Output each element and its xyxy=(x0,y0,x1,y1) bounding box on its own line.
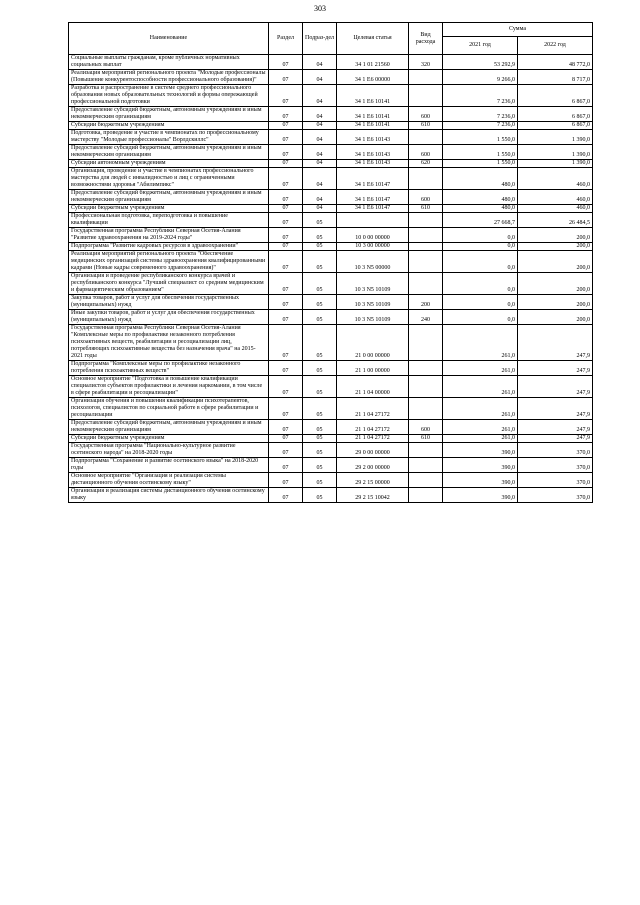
row-name: Реализация мероприятий регионального проекта "Молодые профессионалы (Повышение конкурентоспособности профессионального образования)" xyxy=(69,70,269,85)
row-name: Подпрограмма "Комплексные меры по профилактике незаконного потребления психоактивных веществ" xyxy=(69,361,269,376)
table-body xyxy=(69,55,593,503)
row-expense-type xyxy=(409,70,443,85)
row-expense-type xyxy=(409,398,443,420)
row-sum-2021: 480,0 xyxy=(443,190,518,205)
row-sum-2021: 390,0 xyxy=(443,458,518,473)
row-subsection: 05 xyxy=(303,398,337,420)
row-target: 21 1 00 00000 xyxy=(337,361,409,376)
table-row xyxy=(69,122,593,130)
row-name: Реализация мероприятий регионального проекта "Обеспечение медицинских организаций системы здравоохранения квалифицированными кадрами (Новые кадры современного здравоохранения)" xyxy=(69,251,269,273)
header-year-2022: 2022 год xyxy=(518,37,593,55)
row-subsection: 05 xyxy=(303,273,337,295)
row-name: Предоставление субсидий бюджетным, автономным учреждениям и иным некоммерческим организациям xyxy=(69,145,269,160)
row-sum-2021: 0,0 xyxy=(443,251,518,273)
table-row xyxy=(69,213,593,228)
row-target xyxy=(337,213,409,228)
table-row xyxy=(69,70,593,85)
row-expense-type xyxy=(409,251,443,273)
row-name: Субсидии бюджетным учреждениям xyxy=(69,205,269,213)
table-row xyxy=(69,361,593,376)
table-row xyxy=(69,310,593,325)
row-subsection: 05 xyxy=(303,473,337,488)
row-subsection: 05 xyxy=(303,435,337,443)
header-sum: Сумма xyxy=(443,23,593,37)
row-sum-2022: 247,9 xyxy=(518,435,593,443)
row-section: 07 xyxy=(269,443,303,458)
row-sum-2022: 48 772,0 xyxy=(518,55,593,70)
row-subsection: 04 xyxy=(303,122,337,130)
row-target: 10 3 N5 10109 xyxy=(337,273,409,295)
row-expense-type xyxy=(409,376,443,398)
row-target: 29 2 00 00000 xyxy=(337,458,409,473)
row-sum-2021: 480,0 xyxy=(443,168,518,190)
table-row xyxy=(69,376,593,398)
row-section: 07 xyxy=(269,325,303,361)
row-section: 07 xyxy=(269,122,303,130)
row-sum-2022: 460,0 xyxy=(518,190,593,205)
row-sum-2021: 0,0 xyxy=(443,273,518,295)
row-sum-2021: 0,0 xyxy=(443,310,518,325)
row-name: Государственная программа Республики Северная Осетия-Алания "Комплексные меры по профилактике незаконного потребления психоактивных веществ, реабилитации и ресоциализации лиц, потребляющих психоактивные вещества без назначения врача" на 2015-2021 годы xyxy=(69,325,269,361)
row-section: 07 xyxy=(269,190,303,205)
row-target: 21 1 04 27172 xyxy=(337,398,409,420)
row-target: 34 1 Е6 10141 xyxy=(337,122,409,130)
row-name: Предоставление субсидий бюджетным, автономным учреждениям и иным некоммерческим организациям xyxy=(69,420,269,435)
table-row xyxy=(69,458,593,473)
row-sum-2022: 247,9 xyxy=(518,376,593,398)
row-expense-type: 240 xyxy=(409,310,443,325)
row-name: Основное мероприятие "Организация и реализация системы дистанционного обучения осетинскому языку" xyxy=(69,473,269,488)
row-sum-2022: 200,0 xyxy=(518,273,593,295)
row-target: 34 1 Е6 10143 xyxy=(337,160,409,168)
row-sum-2022: 370,0 xyxy=(518,458,593,473)
row-sum-2021: 0,0 xyxy=(443,228,518,243)
page-number: 303 xyxy=(314,4,326,13)
row-target: 10 0 00 00000 xyxy=(337,228,409,243)
row-name: Профессиональная подготовка, переподготовка и повышение квалификации xyxy=(69,213,269,228)
header-year-2021: 2021 год xyxy=(443,37,518,55)
row-name: Организация и реализация системы дистанционного обучения осетинскому языку xyxy=(69,488,269,503)
row-name: Подготовка, проведение и участие в чемпионатах по профессиональному мастерству "Молодые профессионалы" Ворлдскиллс" xyxy=(69,130,269,145)
table-row xyxy=(69,160,593,168)
row-expense-type: 600 xyxy=(409,145,443,160)
row-expense-type xyxy=(409,488,443,503)
row-section: 07 xyxy=(269,458,303,473)
row-section: 07 xyxy=(269,145,303,160)
table-row xyxy=(69,130,593,145)
table-row xyxy=(69,243,593,251)
row-sum-2021: 261,0 xyxy=(443,361,518,376)
header-expense-type: Вид расхода xyxy=(409,23,443,55)
row-sum-2022: 1 390,0 xyxy=(518,160,593,168)
row-sum-2021: 0,0 xyxy=(443,243,518,251)
table-row xyxy=(69,251,593,273)
row-section: 07 xyxy=(269,473,303,488)
row-target: 34 1 Е6 10147 xyxy=(337,190,409,205)
table-row xyxy=(69,443,593,458)
row-expense-type xyxy=(409,443,443,458)
row-sum-2021: 9 266,0 xyxy=(443,70,518,85)
row-section: 07 xyxy=(269,70,303,85)
row-sum-2021: 261,0 xyxy=(443,435,518,443)
table-row xyxy=(69,205,593,213)
row-target: 34 1 Е6 10147 xyxy=(337,205,409,213)
row-sum-2021: 261,0 xyxy=(443,398,518,420)
row-section: 07 xyxy=(269,55,303,70)
row-subsection: 04 xyxy=(303,160,337,168)
row-name: Предоставление субсидий бюджетным, автономным учреждениям и иным некоммерческим организациям xyxy=(69,190,269,205)
row-sum-2022: 370,0 xyxy=(518,488,593,503)
row-expense-type xyxy=(409,168,443,190)
row-sum-2022: 6 867,0 xyxy=(518,85,593,107)
row-name: Предоставление субсидий бюджетным, автономным учреждениям и иным некоммерческим организациям xyxy=(69,107,269,122)
row-subsection: 05 xyxy=(303,251,337,273)
row-subsection: 04 xyxy=(303,168,337,190)
row-target: 34 1 Е6 10143 xyxy=(337,145,409,160)
row-name: Субсидии бюджетным учреждениям xyxy=(69,122,269,130)
row-section: 07 xyxy=(269,205,303,213)
row-sum-2021: 1 550,0 xyxy=(443,160,518,168)
row-section: 07 xyxy=(269,251,303,273)
row-sum-2021: 1 550,0 xyxy=(443,145,518,160)
row-sum-2022: 247,9 xyxy=(518,325,593,361)
row-subsection: 05 xyxy=(303,228,337,243)
row-name: Государственная программа Республики Северная Осетия-Алания "Развитие здравоохранения на 2019-2024 годы" xyxy=(69,228,269,243)
row-expense-type xyxy=(409,473,443,488)
row-subsection: 04 xyxy=(303,145,337,160)
row-target: 29 2 15 00000 xyxy=(337,473,409,488)
table-row xyxy=(69,190,593,205)
row-name: Подпрограмма "Сохранение и развитие осетинского языка" на 2018-2020 годы xyxy=(69,458,269,473)
row-section: 07 xyxy=(269,488,303,503)
row-sum-2021: 390,0 xyxy=(443,443,518,458)
row-target: 10 3 N5 10109 xyxy=(337,295,409,310)
header-name: Наименование xyxy=(69,23,269,55)
row-subsection: 05 xyxy=(303,243,337,251)
row-expense-type: 610 xyxy=(409,205,443,213)
row-expense-type: 600 xyxy=(409,107,443,122)
row-name: Иные закупки товаров, работ и услуг для обеспечения государственных (муниципальных) нужд xyxy=(69,310,269,325)
row-name: Субсидии бюджетным учреждениям xyxy=(69,435,269,443)
row-section: 07 xyxy=(269,228,303,243)
row-name: Подпрограмма "Развитие кадровых ресурсов в здравоохранении" xyxy=(69,243,269,251)
table-row xyxy=(69,295,593,310)
row-target: 10 3 00 00000 xyxy=(337,243,409,251)
row-target: 29 0 00 00000 xyxy=(337,443,409,458)
row-sum-2022: 1 390,0 xyxy=(518,130,593,145)
row-target: 34 1 Е6 10143 xyxy=(337,130,409,145)
row-subsection: 04 xyxy=(303,190,337,205)
row-sum-2022: 6 867,0 xyxy=(518,107,593,122)
row-expense-type: 600 xyxy=(409,190,443,205)
row-section: 07 xyxy=(269,398,303,420)
row-sum-2022: 460,0 xyxy=(518,168,593,190)
table-row xyxy=(69,273,593,295)
table-row xyxy=(69,473,593,488)
row-sum-2022: 247,9 xyxy=(518,398,593,420)
row-sum-2021: 53 292,9 xyxy=(443,55,518,70)
row-sum-2021: 7 236,0 xyxy=(443,85,518,107)
row-section: 07 xyxy=(269,273,303,295)
row-expense-type: 620 xyxy=(409,160,443,168)
table-row xyxy=(69,325,593,361)
row-sum-2022: 247,9 xyxy=(518,361,593,376)
row-section: 07 xyxy=(269,310,303,325)
row-target: 34 1 Е6 10147 xyxy=(337,168,409,190)
row-subsection: 05 xyxy=(303,443,337,458)
row-target: 21 1 04 27172 xyxy=(337,435,409,443)
row-section: 07 xyxy=(269,295,303,310)
table-row xyxy=(69,55,593,70)
row-section: 07 xyxy=(269,130,303,145)
row-sum-2021: 261,0 xyxy=(443,420,518,435)
row-expense-type xyxy=(409,243,443,251)
budget-table xyxy=(68,22,593,503)
row-sum-2022: 200,0 xyxy=(518,243,593,251)
row-sum-2022: 460,0 xyxy=(518,205,593,213)
row-sum-2021: 480,0 xyxy=(443,205,518,213)
row-section: 07 xyxy=(269,85,303,107)
row-section: 07 xyxy=(269,361,303,376)
row-sum-2022: 200,0 xyxy=(518,310,593,325)
row-sum-2021: 27 668,7 xyxy=(443,213,518,228)
row-sum-2022: 6 867,0 xyxy=(518,122,593,130)
row-subsection: 04 xyxy=(303,55,337,70)
row-subsection: 05 xyxy=(303,310,337,325)
row-target: 34 1 Е6 00000 xyxy=(337,70,409,85)
row-subsection: 04 xyxy=(303,85,337,107)
row-sum-2021: 261,0 xyxy=(443,376,518,398)
row-expense-type xyxy=(409,213,443,228)
table-row xyxy=(69,85,593,107)
row-section: 07 xyxy=(269,213,303,228)
table-row xyxy=(69,168,593,190)
row-expense-type xyxy=(409,273,443,295)
row-name: Разработка и распространение в системе среднего профессионального образования новых образовательных технологий и формы опережающей профессиональной подготовки xyxy=(69,85,269,107)
row-subsection: 04 xyxy=(303,205,337,213)
row-target: 21 1 04 00000 xyxy=(337,376,409,398)
row-subsection: 04 xyxy=(303,107,337,122)
row-section: 07 xyxy=(269,168,303,190)
row-name: Закупка товаров, работ и услуг для обеспечения государственных (муниципальных) нужд xyxy=(69,295,269,310)
row-target: 21 0 00 00000 xyxy=(337,325,409,361)
table-row xyxy=(69,435,593,443)
row-section: 07 xyxy=(269,243,303,251)
row-subsection: 05 xyxy=(303,376,337,398)
row-target: 10 3 N5 10109 xyxy=(337,310,409,325)
row-target: 34 1 01 21560 xyxy=(337,55,409,70)
row-sum-2022: 247,9 xyxy=(518,420,593,435)
row-expense-type: 200 xyxy=(409,295,443,310)
row-expense-type: 610 xyxy=(409,122,443,130)
row-expense-type xyxy=(409,361,443,376)
row-expense-type xyxy=(409,228,443,243)
row-subsection: 04 xyxy=(303,70,337,85)
table-row xyxy=(69,145,593,160)
row-section: 07 xyxy=(269,420,303,435)
table-row xyxy=(69,398,593,420)
row-section: 07 xyxy=(269,107,303,122)
row-name: Организация обучения и повышения квалификации психотерапевтов, психологов, специалистов по социальной работе в сфере реабилитации и ресоциализации xyxy=(69,398,269,420)
row-sum-2021: 1 550,0 xyxy=(443,130,518,145)
row-sum-2021: 0,0 xyxy=(443,295,518,310)
row-sum-2022: 1 390,0 xyxy=(518,145,593,160)
row-expense-type xyxy=(409,85,443,107)
row-sum-2022: 200,0 xyxy=(518,295,593,310)
row-sum-2022: 26 484,5 xyxy=(518,213,593,228)
row-section: 07 xyxy=(269,435,303,443)
row-subsection: 05 xyxy=(303,325,337,361)
row-subsection: 05 xyxy=(303,458,337,473)
row-sum-2021: 7 236,0 xyxy=(443,122,518,130)
row-expense-type: 320 xyxy=(409,55,443,70)
table-row xyxy=(69,488,593,503)
row-expense-type xyxy=(409,130,443,145)
row-subsection: 05 xyxy=(303,420,337,435)
table-row xyxy=(69,107,593,122)
header-subsection: Подраз-дел xyxy=(303,23,337,55)
row-name: Организация, проведение и участие в чемпионатах профессионального мастерства для людей с инвалидностью и лиц с ограниченными возможностями здоровья "Абилимпикс" xyxy=(69,168,269,190)
row-subsection: 04 xyxy=(303,130,337,145)
row-sum-2021: 7 236,0 xyxy=(443,107,518,122)
row-target: 34 1 Е6 10141 xyxy=(337,107,409,122)
row-expense-type: 610 xyxy=(409,435,443,443)
row-sum-2022: 200,0 xyxy=(518,251,593,273)
row-expense-type xyxy=(409,458,443,473)
row-target: 29 2 15 10042 xyxy=(337,488,409,503)
row-name: Субсидии автономным учреждениям xyxy=(69,160,269,168)
row-sum-2022: 370,0 xyxy=(518,443,593,458)
row-target: 34 1 Е6 10141 xyxy=(337,85,409,107)
row-section: 07 xyxy=(269,376,303,398)
row-expense-type xyxy=(409,325,443,361)
row-subsection: 05 xyxy=(303,488,337,503)
header-section: Раздел xyxy=(269,23,303,55)
row-section: 07 xyxy=(269,160,303,168)
row-name: Основное мероприятие "Подготовка и повышение квалификации специалистов субъектов профилактики и лечения наркомании, в том числе в сфере реабилитации и ресоциализации" xyxy=(69,376,269,398)
row-sum-2021: 390,0 xyxy=(443,488,518,503)
row-target: 21 1 04 27172 xyxy=(337,420,409,435)
row-sum-2022: 370,0 xyxy=(518,473,593,488)
row-target: 10 3 N5 00000 xyxy=(337,251,409,273)
row-subsection: 05 xyxy=(303,361,337,376)
row-sum-2021: 390,0 xyxy=(443,473,518,488)
row-expense-type: 600 xyxy=(409,420,443,435)
table-row xyxy=(69,228,593,243)
row-sum-2021: 261,0 xyxy=(443,325,518,361)
header-target: Целевая статья xyxy=(337,23,409,55)
row-name: Государственная программа "Национально-культурное развитие осетинского народа" на 2018-2020 годы xyxy=(69,443,269,458)
row-subsection: 05 xyxy=(303,213,337,228)
row-sum-2022: 200,0 xyxy=(518,228,593,243)
table-row xyxy=(69,420,593,435)
row-name: Организация и проведение республиканского конкурса врачей и республиканского конкурса "Лучший специалист со средним медицинским и фармацевтическим образованием" xyxy=(69,273,269,295)
row-name: Социальные выплаты гражданам, кроме публичных нормативных социальных выплат xyxy=(69,55,269,70)
row-subsection: 05 xyxy=(303,295,337,310)
row-sum-2022: 8 717,0 xyxy=(518,70,593,85)
